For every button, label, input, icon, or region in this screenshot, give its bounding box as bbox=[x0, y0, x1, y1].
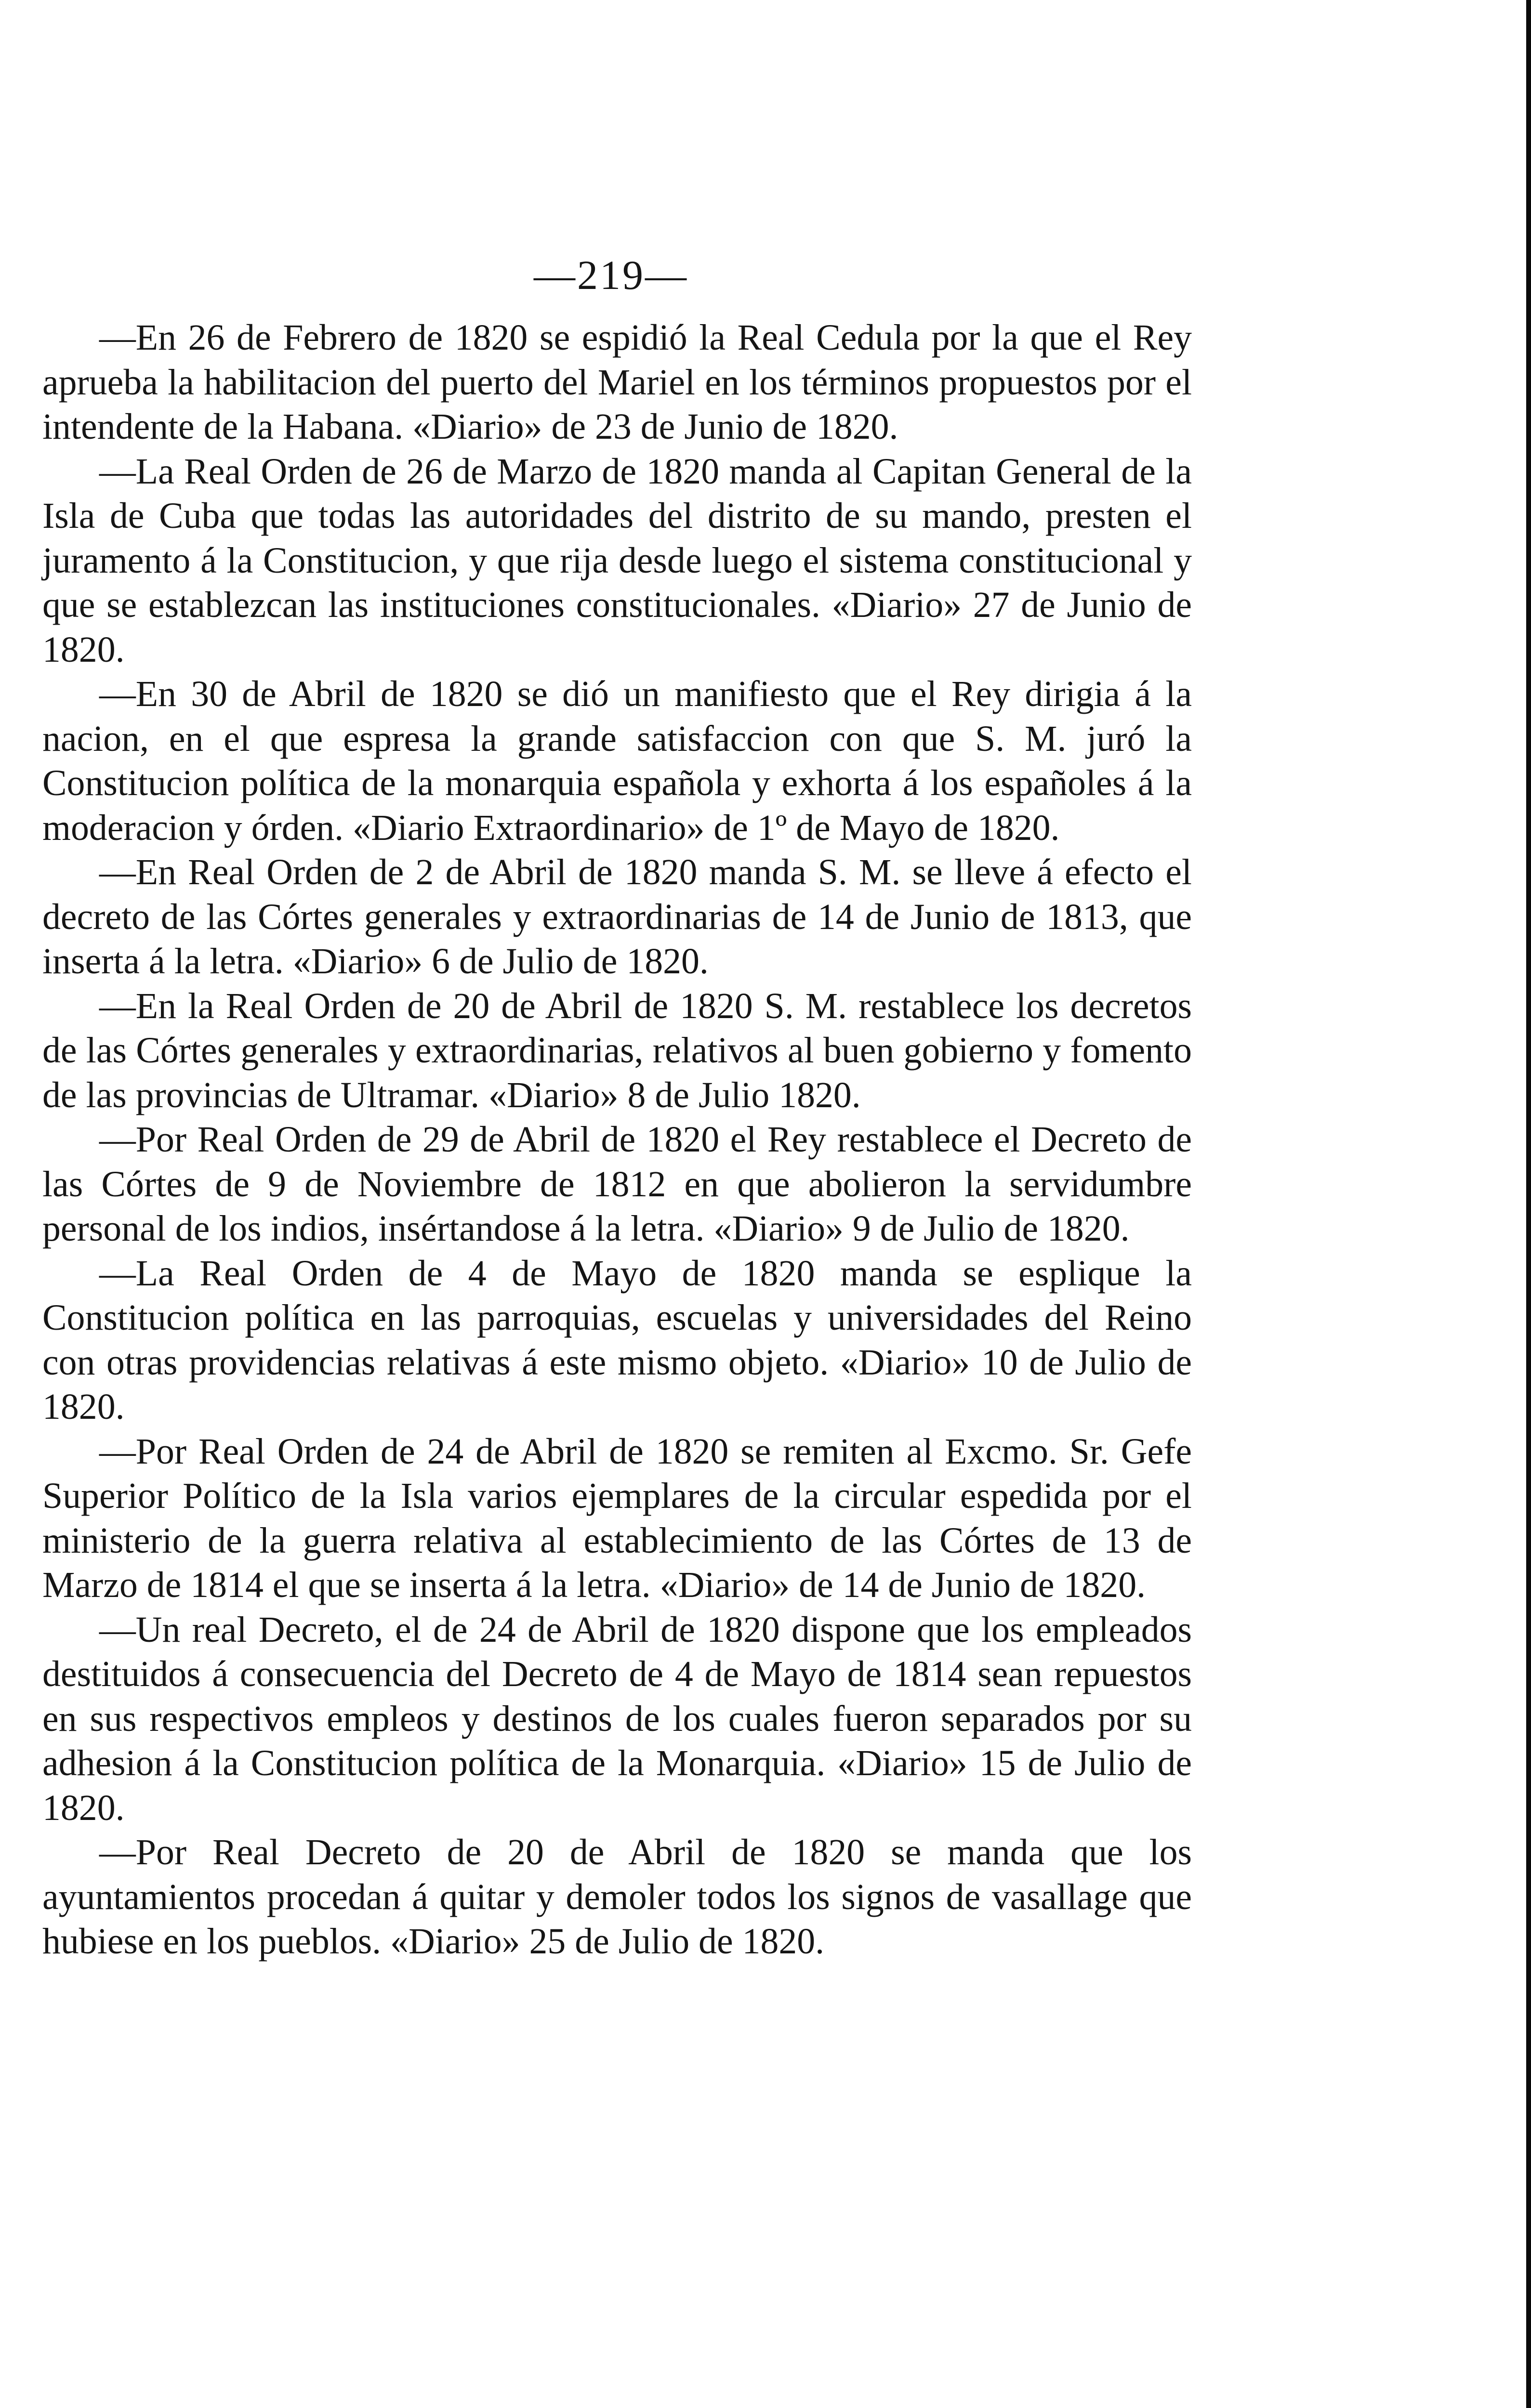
entry-9: —Un real Decreto, el de 24 de Abril de 1820 dispone que los empleados destituidos á consecuencia del Decreto de 4 de Mayo de 1814 sean repuestos en sus respectivos empleos y destinos de los cuales fueron separados por su adhesion á la Constitucion política de la Monarquia. «Diario» 15 de Julio de 1820. bbox=[42, 1609, 1192, 1828]
page-edge-line bbox=[1526, 0, 1531, 2408]
entry-10: —Por Real Decreto de 20 de Abril de 1820 se manda que los ayuntamientos procedan á quitar y demoler todos los signos de vasallage que hubiese en los pueblos. «Diario» 25 de Julio de 1820. bbox=[42, 1832, 1192, 1962]
entry-2: —La Real Orden de 26 de Marzo de 1820 manda al Capitan General de la Isla de Cuba que todas las autoridades del distrito de su mando, presten el juramento á la Constitucion, y que rija desde luego el sistema constitucional y que se establezcan las instituciones constitucionales. «Diario» 27 de Junio de 1820. bbox=[42, 451, 1192, 670]
entry-8: —Por Real Orden de 24 de Abril de 1820 se remiten al Excmo. Sr. Gefe Superior Político de la Isla varios ejemplares de la circular espedida por el ministerio de la guerra relativa al establecimiento de las Córtes de 13 de Marzo de 1814 el que se inserta á la letra. «Diario» de 14 de Junio de 1820. bbox=[42, 1431, 1192, 1605]
entry-7: —La Real Orden de 4 de Mayo de 1820 manda se esplique la Constitucion política en las parroquias, escuelas y universidades del Reino con otras providencias relativas á este mismo objeto. «Diario» 10 de Julio de 1820. bbox=[42, 1253, 1192, 1427]
entry-6: —Por Real Orden de 29 de Abril de 1820 el Rey restablece el Decreto de las Córtes de 9 de Noviembre de 1812 en que abolieron la servidumbre personal de los indios, insértandose á la letra. «Diario» 9 de Julio de 1820. bbox=[42, 1119, 1192, 1249]
text-block bbox=[42, 315, 1192, 1964]
page-number: —219— bbox=[534, 252, 688, 298]
entry-4: —En Real Orden de 2 de Abril de 1820 manda S. M. se lleve á efecto el decreto de las Córtes generales y extraordinarias de 14 de Junio de 1813, que inserta á la letra. «Diario» 6 de Julio de 1820. bbox=[42, 852, 1192, 982]
entry-1: —En 26 de Febrero de 1820 se espidió la Real Cedula por la que el Rey aprueba la habilitacion del puerto del Mariel en los términos propuestos por el intendente de la Habana. «Diario» de 23 de Junio de 1820. bbox=[42, 317, 1192, 447]
entry-5: —En la Real Orden de 20 de Abril de 1820 S. M. restablece los decretos de las Córtes generales y extraordinarias, relativos al buen gobierno y fomento de las provincias de Ultramar. «Diario» 8 de Julio 1820. bbox=[42, 985, 1192, 1115]
entry-3: —En 30 de Abril de 1820 se dió un manifiesto que el Rey dirigia á la nacion, en el que espresa la grande satisfaccion con que S. M. juró la Constitucion política de la monarquia española y exhorta á los españoles á la moderacion y órden. «Diario Extraordinario» de 1º de Mayo de 1820. bbox=[42, 674, 1192, 848]
